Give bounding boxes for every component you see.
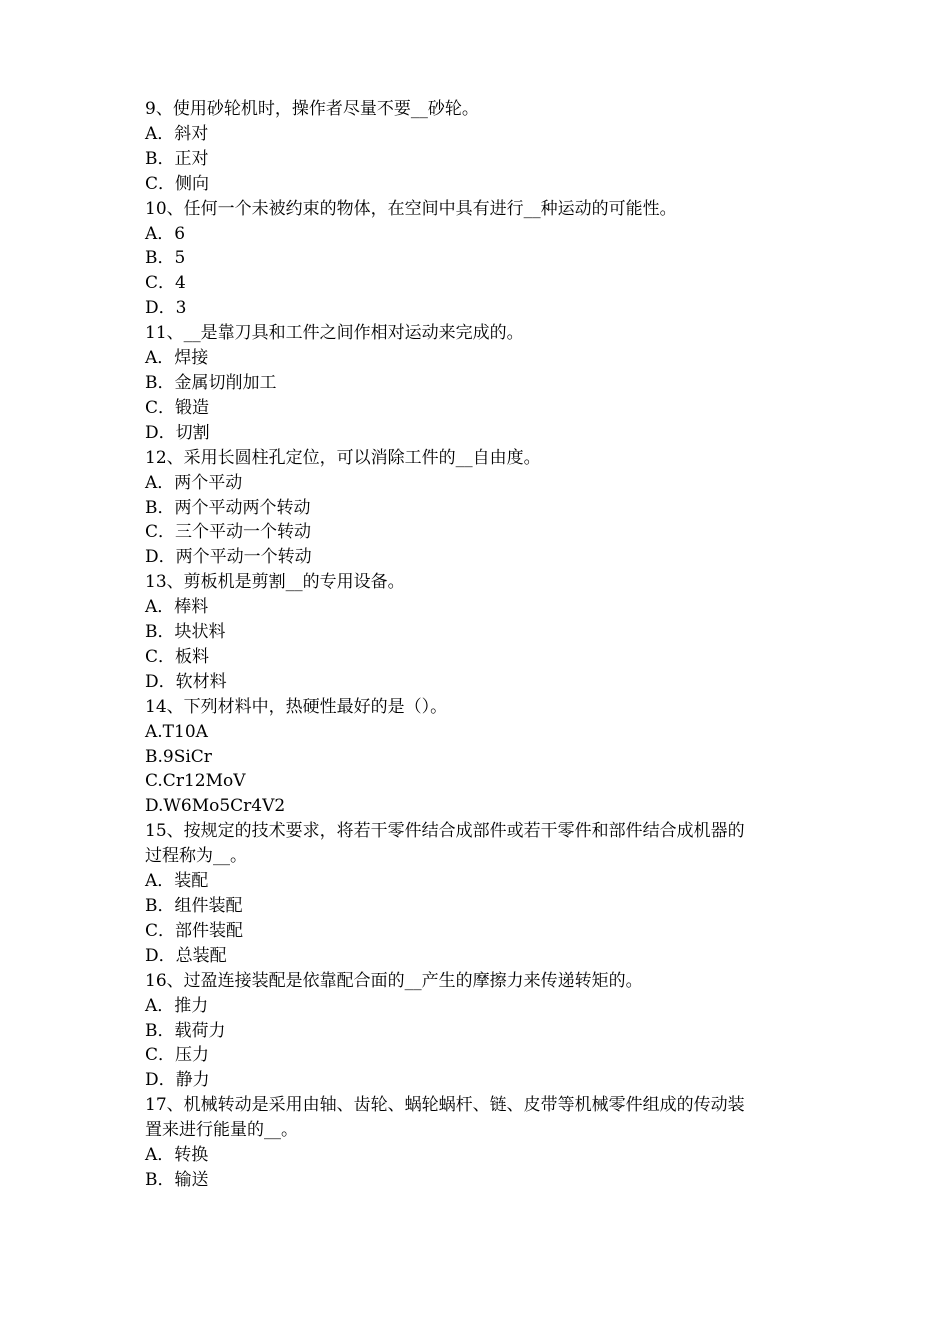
- question-15-stem: 15、按规定的技术要求，将若干零件结合成部件或若干零件和部件结合成机器的: [145, 821, 745, 842]
- option-10-b: B．5: [145, 248, 186, 269]
- option-16-c: C．压力: [145, 1045, 210, 1066]
- option-11-a: A．焊接: [145, 348, 209, 369]
- option-16-d: D．静力: [145, 1070, 210, 1091]
- question-14-stem: 14、下列材料中，热硬性最好的是（）。: [145, 696, 448, 717]
- option-16-a: A．推力: [145, 995, 209, 1016]
- option-12-b: B．两个平动两个转动: [145, 497, 311, 518]
- option-9-b: B．正对: [145, 148, 209, 169]
- option-9-a: A．斜对: [145, 123, 209, 144]
- option-15-a: A．装配: [145, 871, 209, 892]
- question-list: [145, 97, 825, 1193]
- question-17-stem-cont: 置来进行能量的__。: [145, 1120, 298, 1141]
- option-12-d: D．两个平动一个转动: [145, 547, 312, 568]
- option-11-d: D．切割: [145, 422, 210, 443]
- question-16-stem: 16、过盈连接装配是依靠配合面的__产生的摩擦力来传递转矩的。: [145, 970, 643, 991]
- option-10-a: A．6: [145, 223, 186, 244]
- question-9-stem: 9、使用砂轮机时，操作者尽量不要__砂轮。: [145, 99, 479, 119]
- option-16-b: B．载荷力: [145, 1020, 226, 1041]
- option-14-d: D.W6Mo5Cr4V2: [145, 796, 286, 817]
- option-11-c: C．锻造: [145, 397, 210, 418]
- option-12-a: A．两个平动: [145, 472, 243, 493]
- question-11-stem: 11、__是靠刀具和工件之间作相对运动来完成的。: [145, 323, 524, 344]
- option-11-b: B．金属切削加工: [145, 372, 277, 393]
- option-15-c: C．部件装配: [145, 920, 244, 941]
- option-15-b: B．组件装配: [145, 896, 243, 916]
- option-14-c: C.Cr12MoV: [145, 771, 246, 792]
- option-17-a: A．转换: [145, 1145, 209, 1166]
- option-14-b: B.9SiCr: [145, 746, 212, 767]
- question-13-stem: 13、剪板机是剪割__的专用设备。: [145, 572, 405, 593]
- option-13-b: B．块状料: [145, 622, 226, 643]
- question-12-stem: 12、采用长圆柱孔定位，可以消除工件的__自由度。: [145, 447, 541, 468]
- option-13-d: D．软材料: [145, 671, 227, 692]
- option-15-d: D．总装配: [145, 945, 227, 966]
- question-17-stem: 17、机械转动是采用由轴、齿轮、蜗轮蜗杆、链、皮带等机械零件组成的传动装: [145, 1095, 745, 1116]
- option-9-c: C．侧向: [145, 173, 210, 194]
- question-15-stem-cont: 过程称为__。: [145, 846, 247, 867]
- option-10-d: D．3: [145, 298, 187, 319]
- option-17-b: B．输送: [145, 1169, 209, 1190]
- option-10-c: C．4: [145, 273, 186, 294]
- option-12-c: C．三个平动一个转动: [145, 522, 312, 543]
- option-13-c: C．板料: [145, 646, 210, 667]
- option-14-a: A.T10A: [145, 721, 208, 742]
- question-10-stem: 10、任何一个未被约束的物体，在空间中具有进行__种运动的可能性。: [145, 198, 677, 219]
- option-13-a: A．棒料: [145, 597, 209, 618]
